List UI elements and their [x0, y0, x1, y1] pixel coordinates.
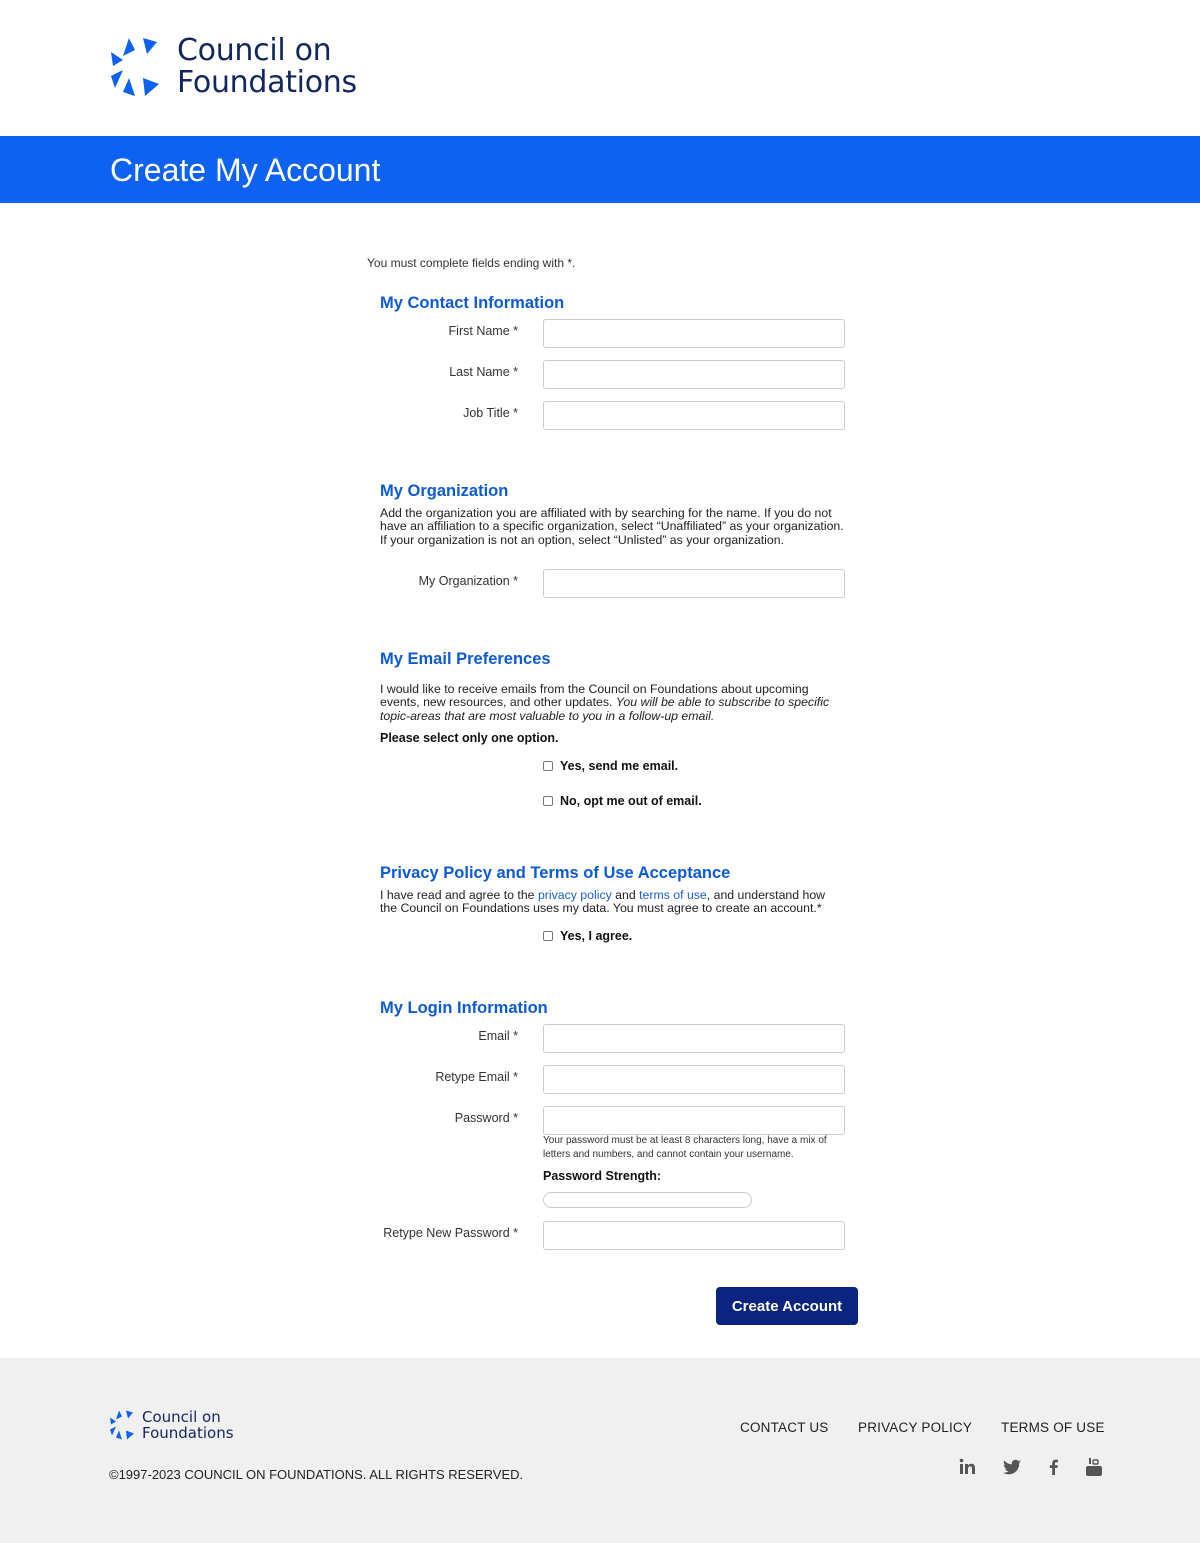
facebook-icon[interactable]: [1044, 1457, 1064, 1477]
privacy-heading: Privacy Policy and Terms of Use Acceptance: [380, 864, 731, 882]
retype-email-label: Retype Email *: [435, 1070, 518, 1084]
first-name-input[interactable]: [543, 319, 845, 348]
privacy-text-2: and: [611, 888, 640, 902]
email-prefs-text: I would like to receive emails from the Council on Foundations about upcoming events, new resources, and other updates.: [380, 682, 809, 710]
last-name-label: Last Name *: [449, 365, 518, 379]
footer-logo-mark-icon: [109, 1409, 135, 1441]
site-footer: [0, 1358, 1200, 1543]
privacy-text: [380, 889, 842, 916]
twitter-icon[interactable]: [1002, 1457, 1022, 1477]
copyright-text: ©1997-2023 COUNCIL ON FOUNDATIONS. ALL RIGHTS RESERVED.: [109, 1467, 524, 1482]
email-prefs-italic-text: You will be able to subscribe to specific topic-areas that are most valuable to you in a follow-up email.: [380, 695, 830, 723]
agree-checkbox[interactable]: [543, 931, 553, 941]
privacy-text-1: I have read and agree to the: [380, 888, 538, 902]
last-name-input[interactable]: [543, 360, 845, 389]
email-label: Email *: [478, 1029, 518, 1043]
organization-description: Add the organization you are affiliated with by searching for the name. If you do not have an affiliation to a specific organization, select “Unaffiliated” as your organization. If your organization is not an option, select “Unlisted” as your organization.: [380, 506, 844, 547]
email-prefs-heading: My Email Preferences: [380, 650, 551, 668]
logo-line-2: Foundations: [177, 65, 357, 100]
footer-link-contact-us[interactable]: CONTACT US: [740, 1420, 829, 1435]
login-heading: My Login Information: [380, 999, 548, 1017]
first-name-label: First Name *: [448, 324, 518, 338]
job-title-label: Job Title *: [463, 406, 518, 420]
contact-heading: My Contact Information: [380, 294, 565, 312]
footer-logo[interactable]: [109, 1409, 234, 1441]
email-yes-checkbox[interactable]: [543, 761, 553, 771]
page-banner: [0, 136, 1200, 203]
email-no-label[interactable]: No, opt me out of email.: [560, 794, 702, 808]
retype-password-input[interactable]: [543, 1221, 845, 1250]
create-account-button[interactable]: Create Account: [716, 1287, 858, 1325]
email-yes-label[interactable]: Yes, send me email.: [560, 759, 679, 773]
retype-email-input[interactable]: [543, 1065, 845, 1094]
site-logo[interactable]: [109, 35, 357, 99]
linkedin-icon[interactable]: [958, 1457, 978, 1477]
agree-label[interactable]: Yes, I agree.: [560, 929, 633, 943]
password-strength-label: Password Strength:: [543, 1169, 662, 1183]
email-select-note: Please select only one option.: [380, 731, 559, 745]
logo-wordmark: [177, 35, 357, 99]
email-prefs-description: [380, 683, 850, 723]
privacy-policy-link[interactable]: privacy policy: [537, 888, 612, 902]
privacy-text-3: , and understand how the Council on Foundations uses my data. You must agree to create an account.*: [380, 888, 826, 916]
page-title: Create My Account: [110, 152, 381, 188]
password-input[interactable]: [543, 1106, 845, 1135]
password-label: Password *: [454, 1111, 518, 1125]
password-hint: Your password must be at least 8 characters long, have a mix of letters and numbers, and cannot contain your username.: [543, 1135, 827, 1160]
footer-link-terms-of-use[interactable]: TERMS OF USE: [1001, 1420, 1105, 1435]
organization-label: My Organization *: [418, 574, 518, 588]
job-title-input[interactable]: [543, 401, 845, 430]
youtube-icon[interactable]: [1084, 1457, 1104, 1477]
password-strength-bar: [543, 1192, 752, 1208]
footer-logo-line-2: Foundations: [142, 1424, 234, 1442]
terms-of-use-link[interactable]: terms of use: [639, 888, 707, 902]
organization-heading: My Organization: [380, 482, 509, 500]
site-header: [0, 0, 1200, 136]
required-note: You must complete fields ending with *.: [367, 256, 576, 270]
footer-logo-wordmark: [142, 1409, 234, 1441]
logo-line-1: Council on: [177, 33, 332, 68]
retype-password-label: Retype New Password *: [383, 1226, 518, 1240]
email-input[interactable]: [543, 1024, 845, 1053]
create-account-form: [0, 203, 1200, 1358]
email-no-checkbox[interactable]: [543, 796, 553, 806]
footer-logo-line-1: Council on: [142, 1408, 221, 1426]
organization-input[interactable]: [543, 569, 845, 598]
footer-link-privacy-policy[interactable]: PRIVACY POLICY: [858, 1420, 973, 1435]
logo-mark-icon: [109, 36, 161, 98]
